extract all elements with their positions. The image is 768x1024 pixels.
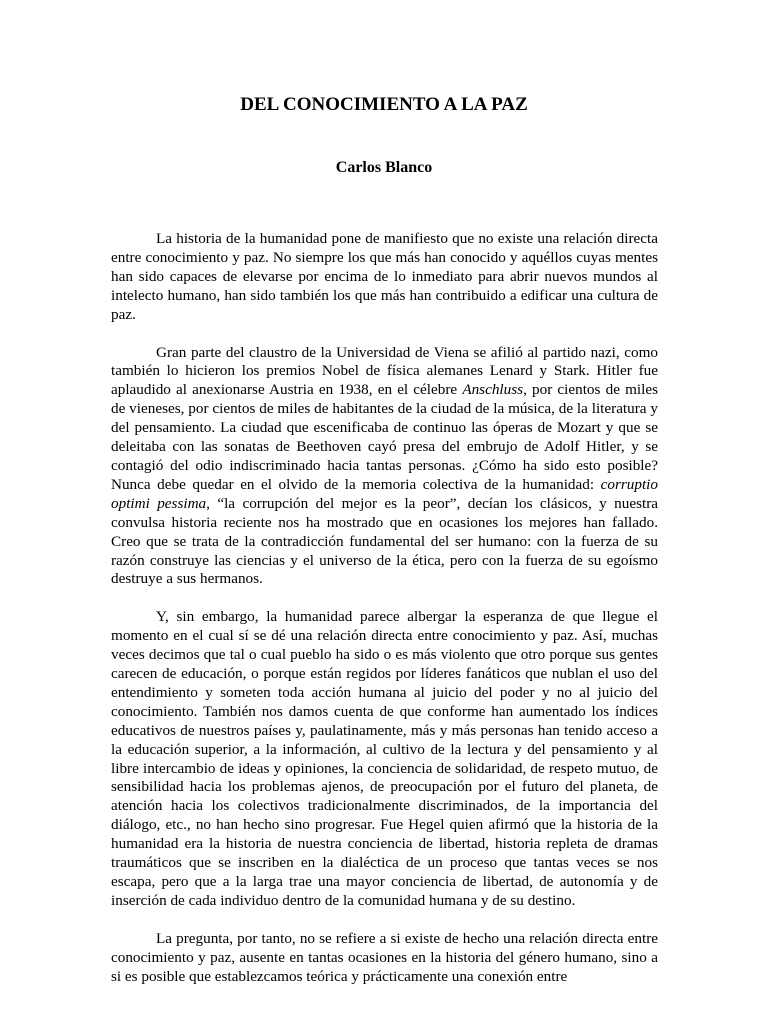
paragraph — [111, 930, 658, 987]
text-run: La historia de la humanidad pone de manifiesto que no existe una relación directa entre conocimiento y paz. No siempre los que más han conocido y aquéllos cuyas mentes han sido capaces de elevarse por encima de lo inmediato para abrir nuevos mundos al intelecto humano, han sido también los que más han contribuido a edificar una cultura de paz. — [111, 230, 658, 323]
text-run: La pregunta, por tanto, no se refiere a si existe de hecho una relación directa entre conocimiento y paz, ausente en tantas ocasiones en la historia del género humano, sino a si es posible que establezcamos teórica y prácticamente una conexión entre — [111, 929, 658, 985]
text-run: , “la corrupción del mejor es la peor”, decían los clásicos, y nuestra convulsa historia reciente nos ha mostrado que en ocasiones los mejores han fallado. Creo que se trata de la contradicción fundamental del ser humano: con la fuerza de su razón construye las ciencias y el universo de la ética, pero con la fuerza de su egoísmo destruye a sus hermanos. — [111, 494, 658, 588]
paragraph — [111, 230, 658, 325]
text-run: , por cientos de miles de vieneses, por cientos de miles de habitantes de la ciudad de la música, de la literatura y del pensamiento. La ciudad que escenificaba de continuo las óperas de Mozart y que se deleitaba con las sonatas de Beethoven cayó presa del embrujo de Adolf Hitler, y se contagió del odio indiscriminado hacia tantas personas. ¿Cómo ha sido esto posible? Nunca debe quedar en el olvido de la memoria colectiva de la humanidad: — [111, 381, 658, 493]
italic-text: Anschluss — [462, 381, 524, 399]
paragraph — [111, 344, 658, 590]
text-run: Gran parte del claustro de la Universidad de Viena se afilió al partido nazi, como también lo hicieron los premios Nobel de física alemanes Lenard y Stark. Hitler fue aplaudido al anexionarse Austria en 1938, en el célebre — [111, 343, 658, 399]
author-name: Carlos Blanco — [335, 159, 433, 176]
text-run: Y, sin embargo, la humanidad parece albergar la esperanza de que llegue el momento en el cual sí se dé una relación directa entre conocimiento y paz. Así, muchas veces decimos que tal o cual pueblo ha sido o es más violento que otro porque sus gentes carecen de educación, o porque están regidos por líderes fanáticos que nublan el uso del entendimiento y someten toda acción humana al juicio del poder y no al juicio del conocimiento. También nos damos cuenta de que conforme han aumentado los índices educativos de nuestros países y, paulatinamente, más y más personas han tenido acceso a la educación superior, a la información, al cultivo de la lectura y del pensamiento y al libre intercambio de ideas y opiniones, la conciencia de solidaridad, de respeto mutuo, de sensibilidad hacia los problemas ajenos, de preocupación por el futuro del planeta, de atención hacia los colectivos tradicionalmente discriminados, de la importancia del diálogo, etc., no han hecho sino progresar. Fue Hegel quien afirmó que la historia de la humanidad era la historia de nuestra conciencia de libertad, historia repleta de dramas traumáticos que se inscriben en la dialéctica de un proceso que tantas veces se nos escapa, pero que a la larga trae una mayor conciencia de libertad, de autonomía y de inserción de cada individuo dentro de la comunidad humana y de su destino. — [111, 608, 658, 909]
document-title: DEL CONOCIMIENTO A LA PAZ — [240, 94, 528, 115]
body-text — [111, 230, 658, 1006]
italic-text: corruptio optimi pessima — [111, 475, 658, 512]
paragraph — [111, 608, 658, 911]
